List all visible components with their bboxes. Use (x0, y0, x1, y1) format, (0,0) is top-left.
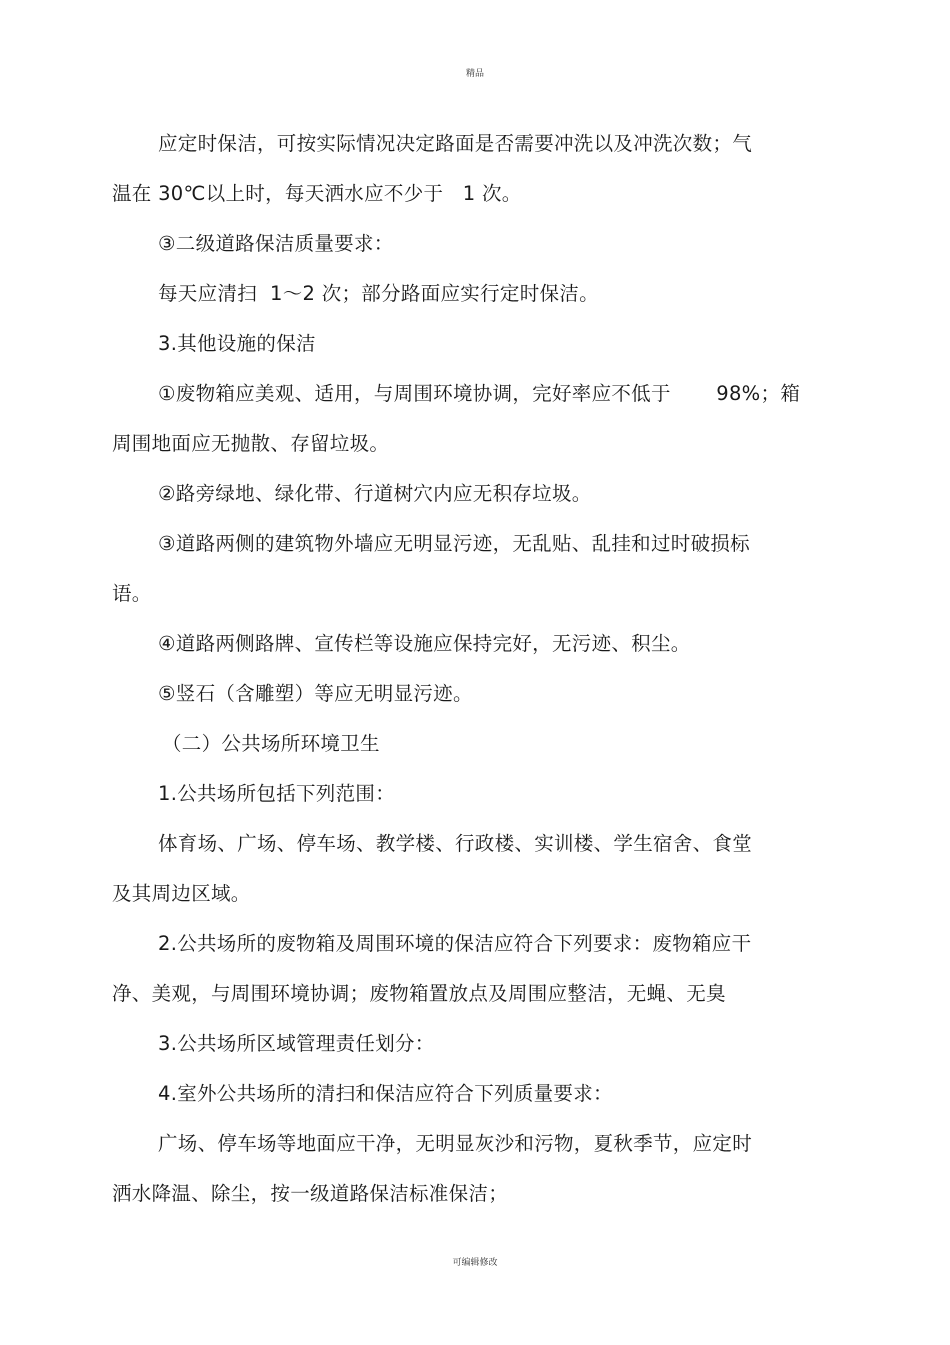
paragraph-line: ④道路两侧路牌、宣传栏等设施应保持完好，无污迹、积尘。 (158, 632, 691, 655)
paragraph-line: 2.公共场所的废物箱及周围环境的保洁应符合下列要求：废物箱应干 (158, 932, 752, 955)
paragraph-line: 语。 (112, 582, 152, 605)
paragraph-line: ⑤竖石（含雕塑）等应无明显污迹。 (158, 682, 473, 705)
section-heading: 3.公共场所区域管理责任划分： (158, 1032, 435, 1055)
paragraph-line: 洒水降温、除尘，按一级道路保洁标准保洁； (112, 1182, 509, 1205)
paragraph-line: 体育场、广场、停车场、教学楼、行政楼、实训楼、学生宿舍、食堂 (158, 832, 753, 855)
paragraph-line: 及其周边区域。 (112, 882, 251, 905)
page-footer: 可编辑修改 (452, 1258, 498, 1268)
section-heading: 3.其他设施的保洁 (158, 332, 316, 355)
paragraph-line: 周围地面应无抛散、存留垃圾。 (112, 432, 390, 455)
paragraph-line: 净、美观，与周围环境协调；废物箱置放点及周围应整洁，无蝇、无臭 (112, 982, 726, 1005)
paragraph-line: 应定时保洁，可按实际情况决定路面是否需要冲洗以及冲洗次数；气 (158, 132, 753, 155)
paragraph-line: 温在 30℃以上时，每天洒水应不少于 1 次。 (112, 182, 522, 205)
paragraph-line: ①废物箱应美观、适用，与周围环境协调，完好率应不低于 98%；箱 (158, 382, 801, 405)
paragraph-line: ③道路两侧的建筑物外墙应无明显污迹，无乱贴、乱挂和过时破损标 (158, 532, 750, 555)
paragraph-line: 广场、停车场等地面应干净，无明显灰沙和污物，夏秋季节，应定时 (158, 1132, 753, 1155)
paragraph-line: ③二级道路保洁质量要求： (158, 232, 394, 255)
paragraph-line: 每天应清扫 1～2 次；部分路面应实行定时保洁。 (158, 282, 599, 305)
paragraph-line: ②路旁绿地、绿化带、行道树穴内应无积存垃圾。 (158, 482, 592, 505)
page-header: 精品 (465, 69, 484, 79)
section-heading: 1.公共场所包括下列范围： (158, 782, 396, 805)
section-heading: （二）公共场所环境卫生 (162, 732, 380, 755)
section-heading: 4.室外公共场所的清扫和保洁应符合下列质量要求： (158, 1082, 613, 1105)
